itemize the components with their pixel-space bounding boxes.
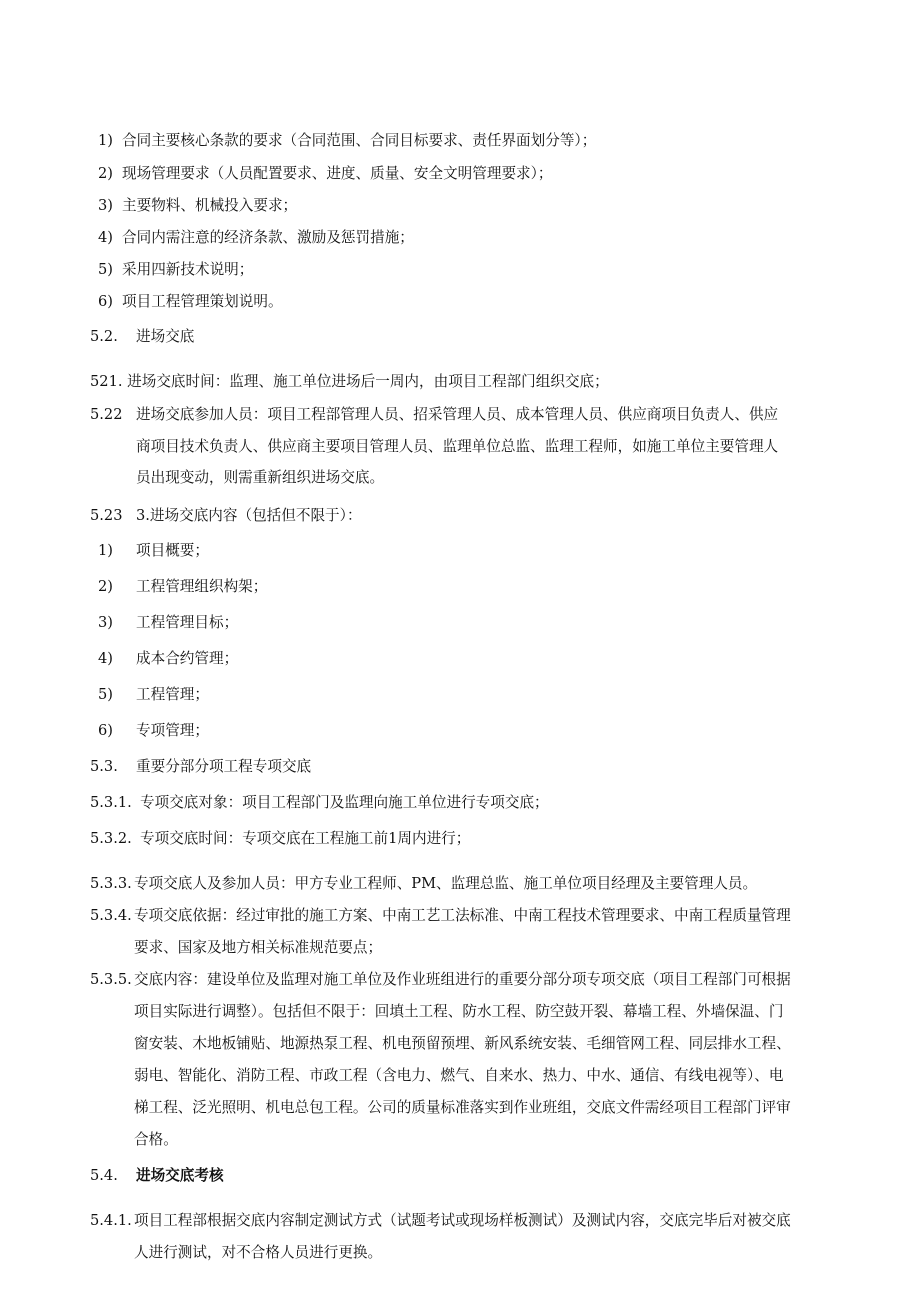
document-page: 1) 合同主要核心条款的要求（合同范围、合同目标要求、责任界面划分等）； 2) 现场管理要求（人员配置要求、进度、质量、安全文明管理要求）； 3) 主要物料、机械投入要求； 4) 合同内需注意的经济条款、激励及惩罚措施； 5) 采用四新技术说明； 6) 项目工程管理策划说明。 5.2. 进场交底 521. 进场交底时间：监理、施工单位进场后一周内，由项目工程部门组织交底； 5.22 进场交底参加人员：项目工程部管理人员、招采管理人员、成本管理人员、供应商项目负责人、供应 商项目技术负责人、供应商主要项目管理人员、监理单位总监、监理工程师，如施工单位主要管理人 员出现变动，则需重新组织进场交底。 5.23 3.进场交底内容（包括但不限于）： 1) 项目概要； 2) 工程管理组织构架； 3) 工程管理目标； 4) 成本合约管理； 5) 工程管理； 6) 专项管理； 5.3. 重要分部分项工程专项交底 5.3.1. 专项交底对象：项目工程部门及监理向施工单位进行专项交底； 5.3.2. 专项交底时间：专项交底在工程施工前1周内进行； 5.3.3. 专项交底人及参加人员：甲方专业工程师、PM、监理总监、施工单位项目经理及主要管理人员。 5.3.4. 专项交底依据：经过审批的施工方案、中南工艺工法标准、中南工程技术管理要求、中南工程质量管理 要求、国家及地方相关标准规范要点； 5.3.5. 交底内容：建设单位及监理对施工单位及作业班组进行的重要分部分项专项交底（项目工程部门可根据 项目实际进行调整）。包括但不限于：回填土工程、防水工程、防空鼓开裂、幕墙工程、外墙保温、门 窗安装、木地板铺贴、地源热泵工程、机电预留预埋、新风系统安装、毛细管网工程、同层排水工程、 弱电、智能化、消防工程、市政工程（含电力、燃气、自来水、热力、中水、通信、有线电视等）、电 梯工程、泛光照明、机电总包工程。公司的质量标准落实到作业班组，交底文件需经项目工程部门评审 合格。 5.4. 进场交底考核 5.4.1. 项目工程部根据交底内容制定测试方式（试题考试或现场样板测试）及测试内容，交底完毕后对被交底 人进行测试，对不合格人员进行更换。	[90, 132, 791, 1261]
